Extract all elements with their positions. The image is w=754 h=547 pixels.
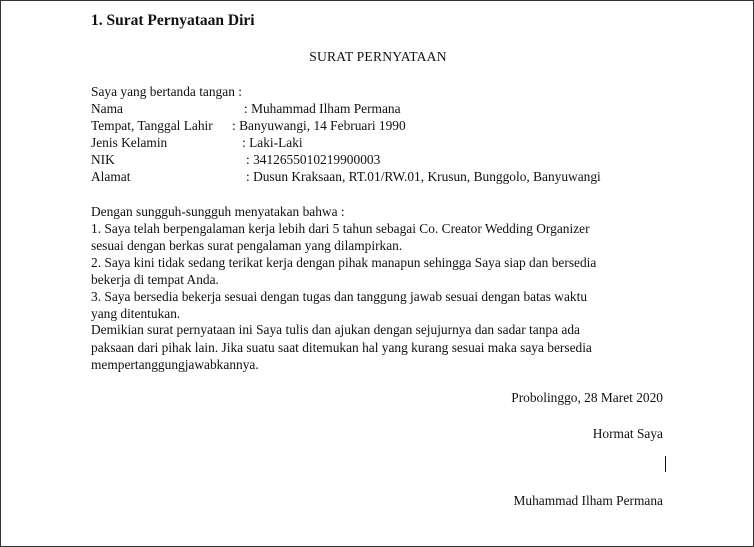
statement-2-line-1: 2. Saya kini tidak sedang terikat kerja dengan pihak manapun sehingga Saya siap dan bersedia	[91, 255, 597, 270]
statement-1-line-1: 1. Saya telah berpengalaman kerja lebih dari 5 tahun sebagai Co. Creator Wedding Organizer	[91, 221, 590, 236]
statement-1-line-2: sesuai dengan berkas surat pengalaman yang dilampirkan.	[91, 238, 403, 253]
statement-intro: Dengan sungguh-sungguh menyatakan bahwa :	[91, 204, 345, 219]
field-value-nik: : 3412655010219900003	[246, 152, 381, 167]
closing-line-2: paksaan dari pihak lain. Jika suatu saat ditemukan hal yang kurang sesuai maka saya bersedia	[91, 340, 592, 355]
statement-3-line-1: 3. Saya bersedia bekerja sesuai dengan tugas dan tanggung jawab sesuai dengan batas waktu	[91, 289, 588, 304]
field-label-nik: NIK	[91, 152, 115, 167]
place-date: Probolinggo, 28 Maret 2020	[511, 390, 663, 405]
field-value-address: : Dusun Kraksaan, RT.01/RW.01, Krusun, Bunggolo, Banyuwangi	[246, 169, 601, 184]
text-cursor	[665, 456, 666, 472]
field-value-gender: : Laki-Laki	[242, 135, 303, 150]
regards-text: Hormat Saya	[592, 426, 663, 441]
field-label-gender: Jenis Kelamin	[91, 135, 168, 150]
section-heading: 1. Surat Pernyataan Diri	[91, 12, 255, 29]
intro-text: Saya yang bertanda tangan :	[91, 84, 242, 99]
closing-line-3: mempertanggungjawabkannya.	[91, 357, 259, 372]
statement-3-line-2: yang ditentukan.	[91, 306, 181, 321]
field-value-name: : Muhammad Ilham Permana	[244, 101, 401, 116]
statement-2-line-2: bekerja di tempat Anda.	[91, 272, 219, 287]
field-label-name: Nama	[91, 101, 123, 116]
field-value-birth: : Banyuwangi, 14 Februari 1990	[232, 118, 406, 133]
document-title: SURAT PERNYATAAN	[309, 49, 447, 64]
field-label-birth: Tempat, Tanggal Lahir	[91, 118, 213, 133]
closing-line-1: Demikian surat pernyataan ini Saya tulis dan ajukan dengan sejujurnya dan sadar tanpa ada	[91, 322, 580, 337]
field-label-address: Alamat	[91, 169, 131, 184]
signer-name: Muhammad Ilham Permana	[513, 493, 663, 508]
